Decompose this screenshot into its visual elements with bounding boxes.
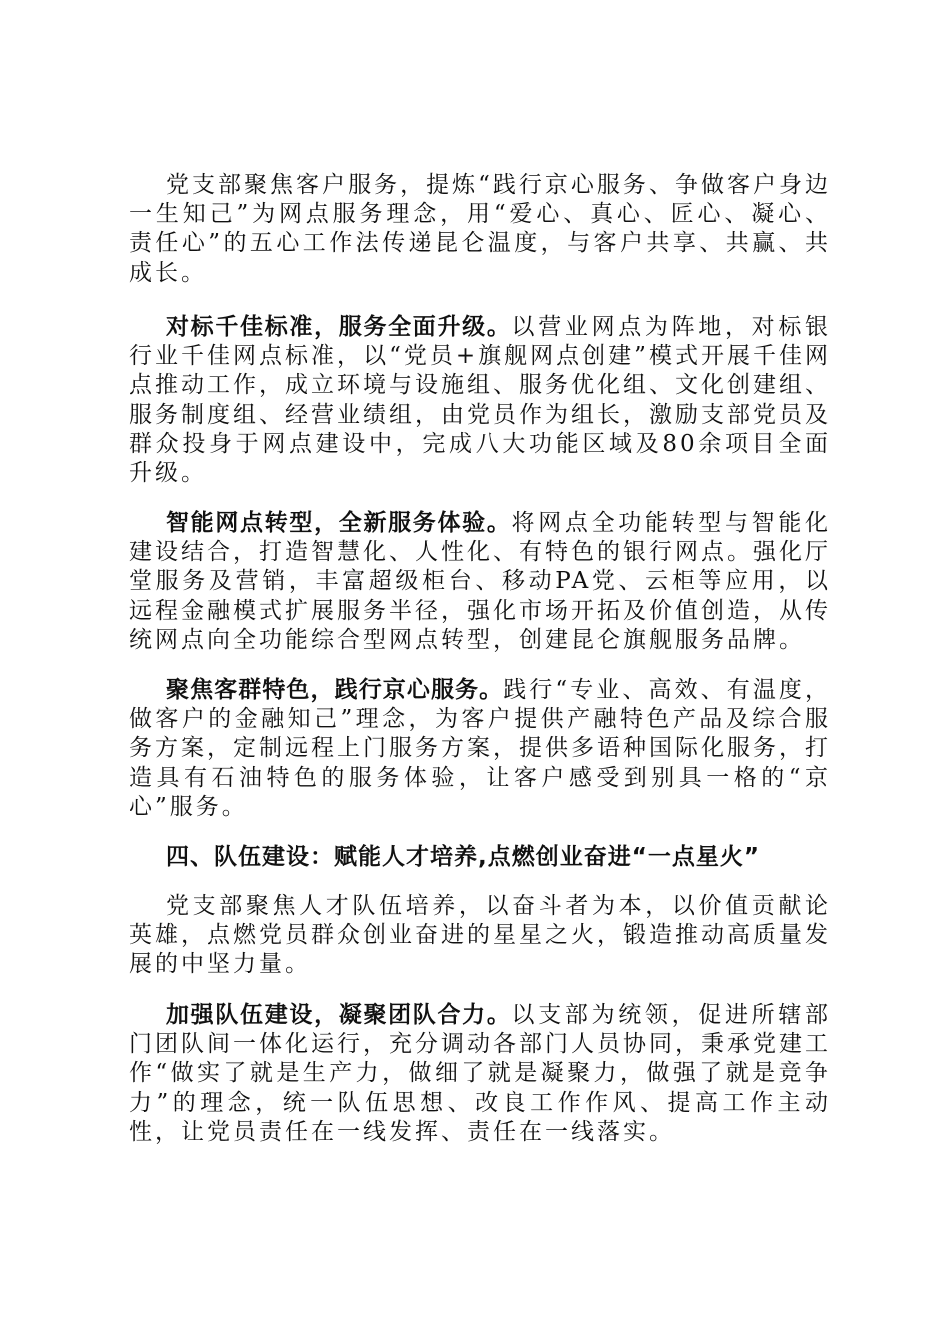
paragraph-lead: 智能网点转型，全新服务体验。 [166,510,512,536]
paragraph-text: 践行“专业、高效、有温度，做客户的金融知己”理念，为客户提供产融特色产品及综合服务方案，定制远程上门服务方案，提供多语种国际化服务，打造具有石油特色的服务体验，让客户感受到别具一格的“京心”服务。 [129,677,831,820]
paragraph-text: 以支部为统领，促进所辖部门团队间一体化运行，充分调动各部门人员协同，秉承党建工作“做实了就是生产力，做细了就是凝聚力，做强了就是竞争力”的理念，统一队伍思想、改良工作作风、提高工作主动性，让党员责任在一线发挥、责任在一线落实。 [129,1002,832,1145]
paragraph-lead: 加强队伍建设，凝聚团队合力。 [166,1002,512,1028]
paragraph-team-building [129,1001,831,1147]
paragraph-text: 以营业网点为阵地，对标银行业千佳网点标准，以“党员+旗舰网点创建”模式开展千佳网点推动工作，成立环境与设施组、服务优化组、文化创建组、服务制度组、经营业绩组，由党员作为组长，激励支部党员及群众投身于网点建设中，完成八大功能区域及80余项目全面升级。 [129,314,832,487]
paragraph-lead: 对标千佳标准，服务全面升级。 [166,314,512,340]
paragraph-lead: 聚焦客群特色，践行京心服务。 [166,677,504,703]
section-heading: 四、队伍建设：赋能人才培养,点燃创业奋进“一点星火” [166,844,760,870]
paragraph-benchmark-upgrade [129,313,831,488]
paragraph-talent [129,892,831,980]
paragraph-text: 党支部聚焦人才队伍培养，以奋斗者为本，以价值贡献论英雄，点燃党员群众创业奋进的星星之火，锻造推动高质量发展的中坚力量。 [129,893,831,978]
paragraph-text: 党支部聚焦客户服务，提炼“践行京心服务、争做客户身边一生知己”为网点服务理念，用“爱心、真心、匠心、凝心、责任心”的五心工作法传递昆仑温度，与客户共享、共赢、共成长。 [129,172,831,286]
paragraph-customer-groups [129,676,831,822]
paragraph-smart-branch [129,509,831,655]
paragraph-customer-service [129,171,831,288]
paragraph-text: 将网点全功能转型与智能化建设结合，打造智慧化、人性化、有特色的银行网点。强化厅堂服务及营销，丰富超级柜台、移动PA党、云柜等应用，以远程金融模式扩展服务半径，强化市场开拓及价值创造，从传统网点向全功能综合型网点转型，创建昆仑旗舰服务品牌。 [129,510,832,653]
